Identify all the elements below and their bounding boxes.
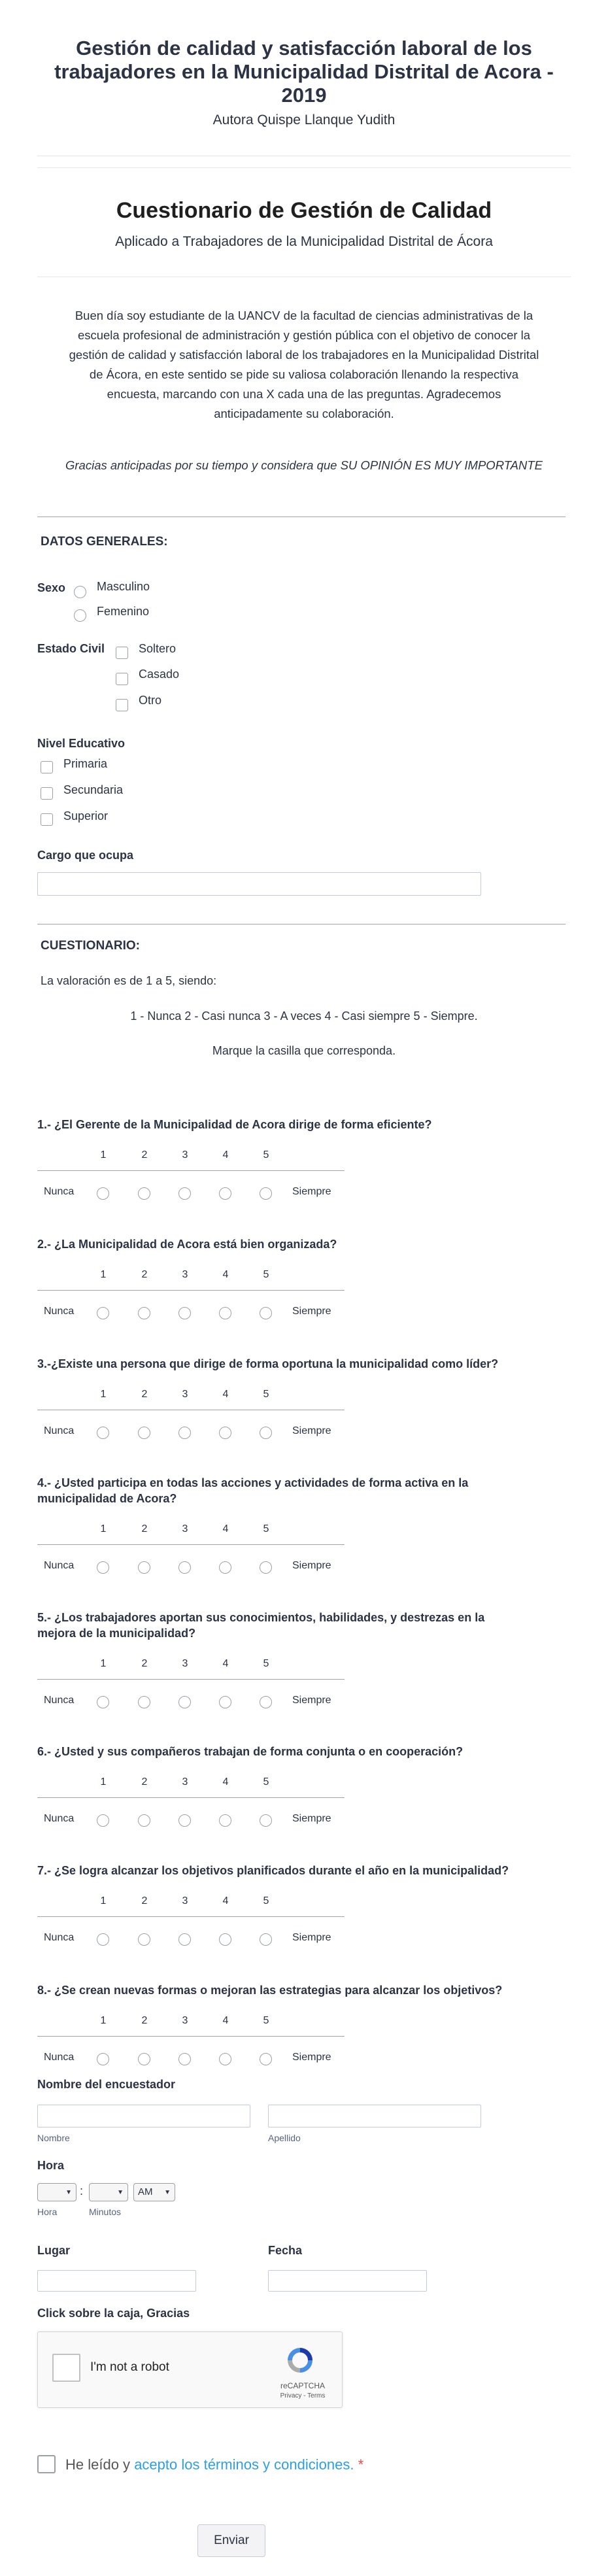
scale-number: 2 bbox=[141, 1895, 148, 1907]
scale-intro: La valoración es de 1 a 5, siendo: bbox=[41, 974, 217, 987]
terms-text bbox=[65, 2456, 363, 2473]
nivel-superior-checkbox[interactable] bbox=[41, 813, 53, 826]
scale-number: 2 bbox=[141, 1523, 148, 1534]
question-title bbox=[37, 1117, 573, 1132]
lugar-label: Lugar bbox=[37, 2244, 71, 2257]
intro-line: Buen día soy estudiante de la UANCV de la facultad de ciencias administrativas de la bbox=[75, 309, 533, 322]
question-title bbox=[37, 1982, 573, 1998]
scale-description: 1 - Nunca 2 - Casi nunca 3 - A veces 4 - Casi siempre 5 - Siempre. bbox=[130, 1009, 478, 1023]
rating-radio-3[interactable] bbox=[178, 1427, 191, 1439]
rating-radio-4[interactable] bbox=[219, 1561, 231, 1574]
scale-number: 2 bbox=[141, 2015, 148, 2026]
terms-checkbox[interactable] bbox=[37, 2455, 56, 2473]
scale-number: 4 bbox=[222, 1269, 229, 1280]
intro-thanks: Gracias anticipadas por su tiempo y considera que SU OPINIÓN ES MUY IMPORTANTE bbox=[65, 458, 543, 472]
rating-radio-1[interactable] bbox=[97, 2053, 109, 2065]
scale-number: 5 bbox=[263, 1523, 269, 1534]
rating-radio-3[interactable] bbox=[178, 1696, 191, 1708]
scale-high-label: Siempre bbox=[292, 1695, 331, 1706]
question-title bbox=[37, 1610, 573, 1641]
question-title bbox=[37, 1236, 573, 1252]
rating-radio-1[interactable] bbox=[97, 1187, 109, 1200]
encuestador-first-name-input[interactable] bbox=[37, 2105, 250, 2127]
ampm-select[interactable] bbox=[133, 2183, 175, 2201]
scale-number: 4 bbox=[222, 1658, 229, 1669]
cargo-input[interactable] bbox=[37, 872, 481, 896]
rating-radio-1[interactable] bbox=[97, 1307, 109, 1319]
chevron-down-icon: ▼ bbox=[164, 2189, 171, 2196]
question-title-line: 2.- ¿La Municipalidad de Acora está bien organizada? bbox=[37, 1238, 337, 1251]
minute-sublabel: Minutos bbox=[89, 2207, 122, 2217]
scale-high-label: Siempre bbox=[292, 1186, 331, 1197]
scale-number: 2 bbox=[141, 1776, 148, 1788]
scale-number: 1 bbox=[100, 1658, 107, 1669]
nivel-superior-label[interactable]: Superior bbox=[63, 809, 109, 822]
civil-otro-label[interactable]: Otro bbox=[139, 694, 162, 707]
section-title: Cuestionario de Gestión de Calidad bbox=[116, 198, 492, 223]
question-title-line: 4.- ¿Usted participa en todas las acciones y actividades de forma activa en la bbox=[37, 1476, 469, 1489]
scale-number: 3 bbox=[182, 2015, 188, 2026]
captcha-checkbox[interactable] bbox=[52, 2354, 80, 2382]
scale-divider bbox=[37, 2036, 345, 2037]
form-title-line-2: trabajadores en la Municipalidad Distrital de Acora - bbox=[54, 60, 554, 83]
question-title bbox=[37, 1356, 573, 1372]
question-title-line: mejora de la municipalidad? bbox=[37, 1627, 196, 1640]
required-mark: * bbox=[358, 2456, 364, 2473]
rating-radio-2[interactable] bbox=[138, 1933, 150, 1946]
scale-number: 3 bbox=[182, 1149, 188, 1161]
question-title bbox=[37, 1475, 573, 1506]
scale-number: 3 bbox=[182, 1658, 188, 1669]
chevron-down-icon: ▼ bbox=[65, 2189, 72, 2196]
rating-radio-5[interactable] bbox=[260, 1427, 272, 1439]
intro-line: gestión de calidad y satisfacción laboral de los trabajadores en la Municipalidad Distrital bbox=[69, 348, 539, 362]
chevron-down-icon: ▼ bbox=[117, 2189, 124, 2196]
civil-otro-checkbox[interactable] bbox=[116, 699, 128, 711]
scale-number: 5 bbox=[263, 1149, 269, 1161]
scale-divider bbox=[37, 1797, 345, 1798]
header-divider-2 bbox=[37, 167, 571, 168]
question-title-line: 5.- ¿Los trabajadores aportan sus conocimientos, habilidades, y destrezas en la bbox=[37, 1611, 485, 1624]
scale-low-label: Nunca bbox=[44, 1695, 75, 1706]
rating-radio-4[interactable] bbox=[219, 1933, 231, 1946]
nivel-secundaria-checkbox[interactable] bbox=[41, 787, 53, 800]
scale-high-label: Siempre bbox=[292, 1425, 331, 1436]
scale-low-label: Nunca bbox=[44, 1560, 75, 1571]
hour-select[interactable] bbox=[37, 2183, 76, 2201]
lugar-input[interactable] bbox=[37, 2270, 196, 2292]
scale-high-label: Siempre bbox=[292, 1932, 331, 1943]
scale-low-label: Nunca bbox=[44, 1932, 75, 1943]
scale-number: 1 bbox=[100, 1389, 107, 1400]
scale-low-label: Nunca bbox=[44, 1425, 75, 1436]
nivel-primaria-label[interactable]: Primaria bbox=[63, 757, 108, 770]
nivel-secundaria-label[interactable]: Secundaria bbox=[63, 783, 124, 796]
civil-soltero-label[interactable]: Soltero bbox=[139, 642, 177, 655]
sexo-label: Sexo bbox=[37, 581, 66, 594]
terms-link[interactable]: acepto los términos y condiciones bbox=[134, 2456, 350, 2473]
encuestador-last-name-sublabel: Apellido bbox=[268, 2133, 301, 2143]
scale-number: 5 bbox=[263, 2015, 269, 2026]
rating-radio-1[interactable] bbox=[97, 1933, 109, 1946]
intro-line: de Ácora, en este sentido se pide su valiosa colaboración llenando la respectiva bbox=[89, 367, 519, 381]
recaptcha-brand: reCAPTCHA bbox=[280, 2381, 325, 2390]
rating-radio-4[interactable] bbox=[219, 1696, 231, 1708]
rating-radio-2[interactable] bbox=[138, 1187, 150, 1200]
form-author: Autora Quispe Llanque Yudith bbox=[212, 112, 396, 127]
captcha-text: I'm not a robot bbox=[90, 2360, 169, 2374]
ampm-value: AM bbox=[138, 2186, 153, 2197]
rating-radio-4[interactable] bbox=[219, 1187, 231, 1200]
sexo-masculino-radio[interactable] bbox=[74, 586, 86, 598]
scale-number: 4 bbox=[222, 1149, 229, 1161]
rating-radio-2[interactable] bbox=[138, 2053, 150, 2065]
sexo-masculino-label[interactable]: Masculino bbox=[97, 580, 150, 593]
civil-casado-label[interactable]: Casado bbox=[139, 668, 180, 681]
scale-number: 3 bbox=[182, 1269, 188, 1280]
encuestador-label: Nombre del encuestador bbox=[37, 2078, 176, 2091]
civil-soltero-checkbox[interactable] bbox=[116, 647, 128, 659]
question-title bbox=[37, 1744, 573, 1759]
hora-label: Hora bbox=[37, 2159, 65, 2172]
scale-number: 3 bbox=[182, 1389, 188, 1400]
rating-radio-2[interactable] bbox=[138, 1561, 150, 1574]
scale-number: 5 bbox=[263, 1389, 269, 1400]
rating-radio-3[interactable] bbox=[178, 1187, 191, 1200]
rating-radio-4[interactable] bbox=[219, 1307, 231, 1319]
minute-select[interactable] bbox=[89, 2183, 128, 2201]
rating-radio-5[interactable] bbox=[260, 1814, 272, 1827]
form-title-line-1: Gestión de calidad y satisfacción laboral de los bbox=[76, 37, 532, 59]
scale-number: 1 bbox=[100, 2015, 107, 2026]
scale-number: 4 bbox=[222, 1895, 229, 1907]
submit-button[interactable]: Enviar bbox=[197, 2524, 265, 2557]
question-title-line: 6.- ¿Usted y sus compañeros trabajan de forma conjunta o en cooperación? bbox=[37, 1745, 464, 1758]
scale-number: 1 bbox=[100, 1149, 107, 1161]
scale-number: 2 bbox=[141, 1269, 148, 1280]
intro-line: encuesta, marcando con una X cada una de las preguntas. Agradecemos bbox=[107, 387, 501, 401]
rating-radio-5[interactable] bbox=[260, 1187, 272, 1200]
rating-radio-1[interactable] bbox=[97, 1427, 109, 1439]
scale-high-label: Siempre bbox=[292, 1306, 331, 1317]
rating-radio-3[interactable] bbox=[178, 1561, 191, 1574]
rating-radio-5[interactable] bbox=[260, 1561, 272, 1574]
intro-line: escuela profesional de administración y gestión pública con el objetivo de conocer la bbox=[77, 328, 531, 342]
estado-civil-label: Estado Civil bbox=[37, 642, 105, 655]
encuestador-first-name-sublabel: Nombre bbox=[37, 2133, 70, 2143]
scale-number: 1 bbox=[100, 1269, 107, 1280]
fecha-input[interactable] bbox=[268, 2270, 427, 2292]
captcha-box bbox=[37, 2331, 343, 2408]
rating-radio-2[interactable] bbox=[138, 1427, 150, 1439]
question-title-line: 3.-¿Existe una persona que dirige de forma oportuna la municipalidad como líder? bbox=[37, 1357, 499, 1370]
rating-radio-5[interactable] bbox=[260, 1933, 272, 1946]
scale-high-label: Siempre bbox=[292, 2052, 331, 2063]
scale-number: 1 bbox=[100, 1895, 107, 1907]
scale-low-label: Nunca bbox=[44, 1186, 75, 1197]
rating-radio-1[interactable] bbox=[97, 1814, 109, 1827]
cargo-label: Cargo que ocupa bbox=[37, 849, 134, 862]
civil-casado-checkbox[interactable] bbox=[116, 673, 128, 685]
intro-line: anticipadamente su colaboración. bbox=[214, 407, 394, 420]
section-subtitle: Aplicado a Trabajadores de la Municipalidad Distrital de Ácora bbox=[115, 234, 493, 249]
recaptcha-links[interactable]: Privacy - Terms bbox=[280, 2392, 326, 2399]
scale-number: 2 bbox=[141, 1389, 148, 1400]
scale-number: 4 bbox=[222, 1776, 229, 1788]
scale-divider bbox=[37, 1544, 345, 1545]
question-title bbox=[37, 1863, 573, 1878]
scale-number: 3 bbox=[182, 1523, 188, 1534]
scale-divider bbox=[37, 1679, 345, 1680]
scale-number: 1 bbox=[100, 1523, 107, 1534]
scale-number: 2 bbox=[141, 1149, 148, 1161]
scale-low-label: Nunca bbox=[44, 1306, 75, 1317]
scale-number: 4 bbox=[222, 1389, 229, 1400]
nivel-primaria-checkbox[interactable] bbox=[41, 761, 53, 773]
recaptcha-icon bbox=[284, 2344, 316, 2377]
terms-suffix: . bbox=[350, 2456, 354, 2473]
rating-radio-2[interactable] bbox=[138, 1696, 150, 1708]
intro-text bbox=[0, 306, 608, 424]
scale-divider bbox=[37, 1170, 345, 1171]
time-colon: : bbox=[80, 2184, 84, 2197]
rating-radio-2[interactable] bbox=[138, 1307, 150, 1319]
question-title-line: municipalidad de Acora? bbox=[37, 1492, 177, 1505]
rating-radio-1[interactable] bbox=[97, 1561, 109, 1574]
scale-number: 3 bbox=[182, 1895, 188, 1907]
form-title bbox=[0, 37, 608, 107]
scale-number: 5 bbox=[263, 1895, 269, 1907]
scale-number: 5 bbox=[263, 1269, 269, 1280]
rating-radio-4[interactable] bbox=[219, 1814, 231, 1827]
cuestionario-heading: CUESTIONARIO: bbox=[41, 939, 140, 953]
nivel-educativo-label: Nivel Educativo bbox=[37, 737, 126, 750]
scale-low-label: Nunca bbox=[44, 2052, 75, 2063]
scale-number: 4 bbox=[222, 2015, 229, 2026]
rating-radio-2[interactable] bbox=[138, 1814, 150, 1827]
encuestador-last-name-input[interactable] bbox=[268, 2105, 481, 2127]
scale-high-label: Siempre bbox=[292, 1813, 331, 1824]
scale-number: 2 bbox=[141, 1658, 148, 1669]
terms-prefix: He leído y bbox=[65, 2456, 131, 2473]
rating-radio-3[interactable] bbox=[178, 2053, 191, 2065]
question-title-line: 7.- ¿Se logra alcanzar los objetivos planificados durante el año en la municipalidad? bbox=[37, 1864, 509, 1877]
scale-divider bbox=[37, 1916, 345, 1917]
scale-number: 3 bbox=[182, 1776, 188, 1788]
rating-radio-5[interactable] bbox=[260, 2053, 272, 2065]
sexo-femenino-label[interactable]: Femenino bbox=[97, 605, 150, 618]
rating-radio-4[interactable] bbox=[219, 1427, 231, 1439]
sexo-femenino-radio[interactable] bbox=[74, 609, 86, 622]
scale-number: 4 bbox=[222, 1523, 229, 1534]
rating-radio-5[interactable] bbox=[260, 1307, 272, 1319]
rating-radio-1[interactable] bbox=[97, 1696, 109, 1708]
rating-radio-4[interactable] bbox=[219, 2053, 231, 2065]
captcha-label: Click sobre la caja, Gracias bbox=[37, 2307, 190, 2320]
scale-number: 5 bbox=[263, 1658, 269, 1669]
form-title-line-3: 2019 bbox=[281, 84, 327, 107]
scale-low-label: Nunca bbox=[44, 1813, 75, 1824]
rating-radio-3[interactable] bbox=[178, 1307, 191, 1319]
scale-number: 1 bbox=[100, 1776, 107, 1788]
hour-sublabel: Hora bbox=[37, 2207, 58, 2217]
fecha-label: Fecha bbox=[268, 2244, 303, 2257]
rating-radio-5[interactable] bbox=[260, 1696, 272, 1708]
scale-number: 5 bbox=[263, 1776, 269, 1788]
scale-instruction: Marque la casilla que corresponda. bbox=[212, 1044, 396, 1057]
question-title-line: 1.- ¿El Gerente de la Municipalidad de Acora dirige de forma eficiente? bbox=[37, 1118, 432, 1131]
datos-heading: DATOS GENERALES: bbox=[41, 535, 168, 549]
scale-divider bbox=[37, 1290, 345, 1291]
rating-radio-3[interactable] bbox=[178, 1814, 191, 1827]
rating-radio-3[interactable] bbox=[178, 1933, 191, 1946]
scale-high-label: Siempre bbox=[292, 1560, 331, 1571]
question-title-line: 8.- ¿Se crean nuevas formas o mejoran las estrategias para alcanzar los objetivos? bbox=[37, 1984, 503, 1997]
